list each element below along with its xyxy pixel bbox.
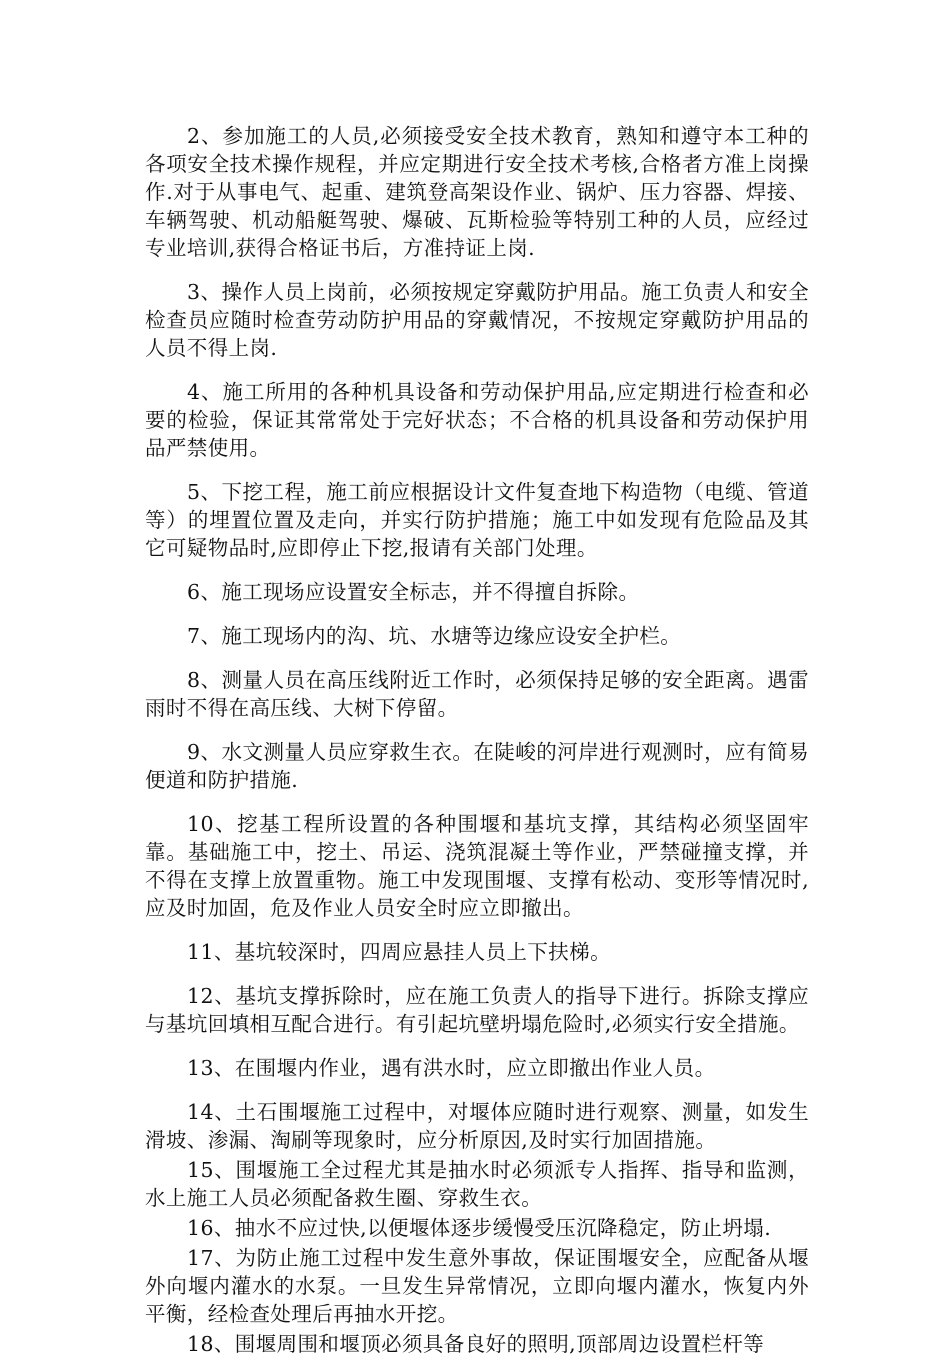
paragraph-13: 13、在围堰内作业，遇有洪水时，应立即撤出作业人员。 [187, 1056, 716, 1080]
paragraph-5: 5、下挖工程，施工前应根据设计文件复查地下构造物（电缆、管道等）的埋置位置及走向，并实行防护措施；施工中如发现有危险品及其它可疑物品时,应即停止下挖,报请有关部门处理。 [145, 480, 809, 560]
paragraph-6: 6、施工现场应设置安全标志，并不得擅自拆除。 [187, 580, 640, 604]
paragraph-11: 11、基坑较深时，四周应悬挂人员上下扶梯。 [187, 940, 611, 964]
paragraph-14: 14、土石围堰施工过程中，对堰体应随时进行观察、测量，如发生滑坡、渗漏、淘刷等现象时，应分析原因,及时实行加固措施。 [145, 1100, 809, 1152]
paragraph-16: 16、抽水不应过快,以便堰体逐步缓慢受压沉降稳定，防止坍塌. [187, 1216, 772, 1240]
paragraph-15: 15、围堰施工全过程尤其是抽水时必须派专人指挥、指导和监测，水上施工人员必须配备救生圈、穿救生衣。 [145, 1158, 809, 1210]
document-body [145, 122, 809, 1360]
paragraph-18: 18、围堰周围和堰顶必须具备良好的照明,顶部周边设置栏杆等 [187, 1332, 765, 1356]
paragraph-9: 9、水文测量人员应穿救生衣。在陡峻的河岸进行观测时，应有简易便道和防护措施. [145, 740, 809, 792]
paragraph-7: 7、施工现场内的沟、坑、水塘等边缘应设安全护栏。 [187, 624, 682, 648]
paragraph-3: 3、操作人员上岗前，必须按规定穿戴防护用品。施工负责人和安全检查员应随时检查劳动防护用品的穿戴情况，不按规定穿戴防护用品的人员不得上岗. [145, 280, 809, 360]
paragraph-12: 12、基坑支撑拆除时，应在施工负责人的指导下进行。拆除支撑应与基坑回填相互配合进行。有引起坑壁坍塌危险时,必须实行安全措施。 [145, 984, 809, 1036]
paragraph-17: 17、为防止施工过程中发生意外事故，保证围堰安全，应配备从堰外向堰内灌水的水泵。一旦发生异常情况，立即向堰内灌水，恢复内外平衡，经检查处理后再抽水开挖。 [145, 1246, 809, 1326]
paragraph-4: 4、施工所用的各种机具设备和劳动保护用品,应定期进行检查和必要的检验，保证其常常处于完好状态；不合格的机具设备和劳动保护用品严禁使用。 [145, 380, 809, 460]
paragraph-2: 2、参加施工的人员,必须接受安全技术教育，熟知和遵守本工种的各项安全技术操作规程，并应定期进行安全技术考核,合格者方准上岗操作.对于从事电气、起重、建筑登高架设作业、锅炉、压力容器、焊接、车辆驾驶、机动船艇驾驶、爆破、瓦斯检验等特别工种的人员，应经过专业培训,获得合格证书后，方准持证上岗. [145, 124, 809, 260]
paragraph-8: 8、测量人员在高压线附近工作时，必须保持足够的安全距离。遇雷雨时不得在高压线、大树下停留。 [145, 668, 809, 720]
paragraph-10: 10、挖基工程所设置的各种围堰和基坑支撑，其结构必须坚固牢靠。基础施工中，挖土、吊运、浇筑混凝土等作业，严禁碰撞支撑，并不得在支撑上放置重物。施工中发现围堰、支撑有松动、变形等情况时,应及时加固，危及作业人员安全时应立即撤出。 [145, 812, 809, 920]
